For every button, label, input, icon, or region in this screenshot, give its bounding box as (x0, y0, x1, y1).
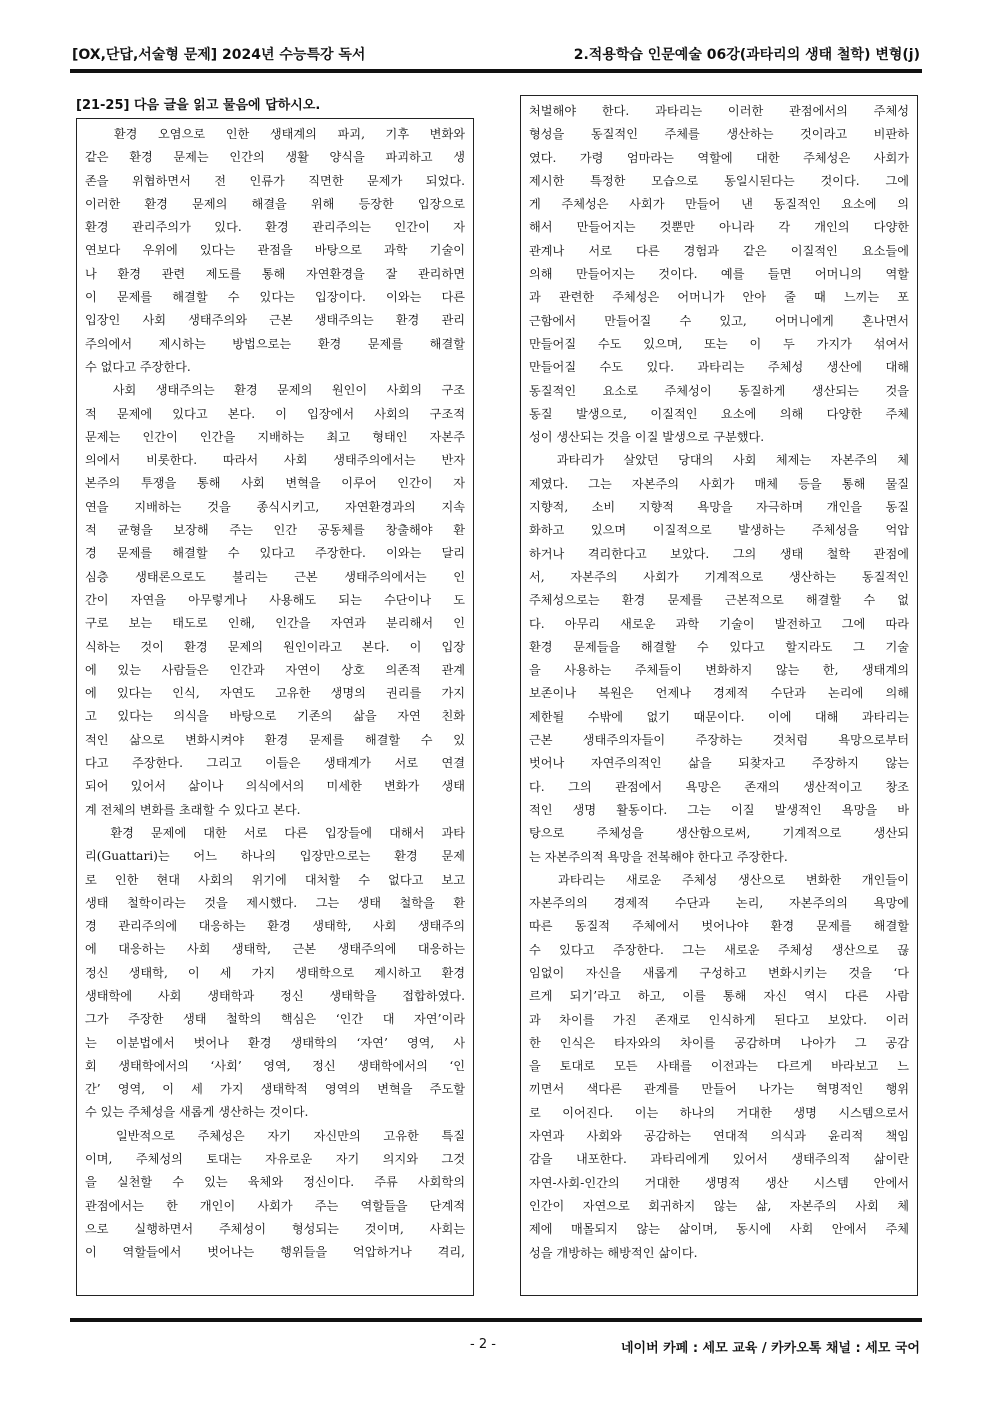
passage-line: 이며, 주체성의 토대는 자유로운 자기 의지와 그것 (85, 1152, 465, 1167)
passage-line: 그가 주장한 생태 철학의 핵심은 ‘인간 대 자연’이라 (85, 1012, 465, 1027)
passage-left-text (85, 123, 465, 1265)
passage-line: 제였다. 그는 자본주의 사회가 매체 등을 통해 물질 (529, 476, 909, 491)
passage-line: 자본주의의 경제적 수단과 논리, 자본주의의 욕망에 (529, 896, 909, 911)
passage-line: 다. 그의 관점에서 욕망은 존재의 생산적이고 창조 (529, 779, 909, 794)
passage-line: 이 문제를 해결할 수 있다는 입장이다. 이와는 다른 (85, 290, 465, 305)
passage-line: 에 있다는 인식, 자연도 고유한 생명의 권리를 가지 (85, 686, 465, 701)
passage-line: 경 문제를 해결할 수 있다고 주장한다. 이와는 달리 (85, 546, 465, 561)
passage-line: 간’ 영역, 이 세 가지 생태학적 영역의 변혁을 주도할 (85, 1082, 465, 1097)
passage-line: 제시한 특정한 모습으로 동일시된다는 것이다. 그에 (529, 173, 909, 188)
passage-line: 환경 문제에 대한 서로 다른 입장들에 대해서 과타 (85, 825, 465, 840)
passage-line: 르게 되기’라고 하고, 이를 통해 자신 역시 다른 사람 (529, 989, 909, 1004)
passage-line: 이러한 환경 문제의 해결을 위해 등장한 입장으로 (85, 196, 465, 211)
page-number: - 2 - (470, 1337, 496, 1352)
passage-line: 이 역할들에서 벗어나는 행위들을 억압하거나 격리, (85, 1245, 465, 1260)
passage-line: 리(Guattari)는 어느 하나의 입장만으로는 환경 문제 (85, 849, 465, 864)
passage-line: 생태학에 사회 생태학과 정신 생태학을 접합하였다. (85, 988, 465, 1003)
passage-line: 생태 철학이라는 것을 제시했다. 그는 생태 철학을 환 (85, 895, 465, 910)
passage-line: 적 균형을 보장해 주는 인간 공동체를 창출해야 환 (85, 523, 465, 538)
passage-line: 자연과 사회와 공감하는 연대적 의식과 윤리적 책임 (529, 1129, 909, 1144)
passage-line: 의에서 비롯한다. 따라서 사회 생태주의에서는 반자 (85, 453, 465, 468)
passage-line: 환경 문제들을 해결할 수 있다고 할지라도 그 기술 (529, 639, 909, 654)
passage-line: 만들어질 수도 있다. 과타리는 주체성 생산에 대해 (529, 360, 909, 375)
passage-line: 성을 개방하는 해방적인 삶이다. (529, 1245, 698, 1260)
passage-line: 고 있다는 의식을 바탕으로 기존의 삶을 자연 친화 (85, 709, 465, 724)
passage-line: 존을 위협하면서 전 인류가 직면한 문제가 되었다. (85, 173, 465, 188)
passage-line: 일반적으로 주체성은 자기 자신만의 고유한 특질 (85, 1128, 465, 1143)
passage-line: 성이 생산되는 것을 이질 발생으로 구분했다. (529, 430, 765, 445)
passage-line: 근본 생태주의자들이 주장하는 것처럼 욕망으로부터 (529, 733, 909, 748)
passage-line: 입장인 사회 생태주의와 근본 생태주의는 환경 관리 (85, 313, 465, 328)
question-instruction: [21-25] 다음 글을 읽고 물음에 답하시오. (76, 98, 321, 113)
passage-line: 로 인한 현대 사회의 위기에 대처할 수 없다고 보고 (85, 872, 465, 887)
passage-line: 적인 삶으로 변화시켜야 환경 문제를 해결할 수 있 (85, 732, 465, 747)
passage-line: 의해 만들어지는 것이다. 예를 들면 어머니의 역할 (529, 267, 909, 282)
passage-line: 로 이어진다. 이는 하나의 거대한 생명 시스템으로서 (529, 1105, 909, 1120)
passage-line: 주체성으로는 환경 문제를 근본적으로 해결할 수 없 (529, 593, 909, 608)
passage-line: 게 주체성은 사회가 만들어 낸 동질적인 요소에 의 (529, 197, 909, 212)
passage-line: 다고 주장한다. 그리고 이들은 생태계가 서로 연결 (85, 756, 465, 771)
passage-line: 제에 매몰되지 않는 삶이며, 동시에 사회 안에서 주체 (529, 1222, 909, 1237)
passage-line: 식하는 것이 환경 문제의 원인이라고 본다. 이 입장 (85, 639, 465, 654)
passage-line: 과타리가 살았던 당대의 사회 체제는 자본주의 체 (529, 453, 909, 468)
passage-line: 는 이분법에서 벗어나 환경 생태학의 ‘자연’ 영역, 사 (85, 1035, 465, 1050)
passage-line: 제한될 수밖에 없기 때문이다. 이에 대해 과타리는 (529, 709, 909, 724)
passage-line: 본주의 투쟁을 통해 사회 변혁을 이루어 인간이 자 (85, 476, 465, 491)
passage-line: 적 문제에 있다고 본다. 이 입장에서 사회의 구조적 (85, 406, 465, 421)
passage-line: 한 인식은 타자와의 차이를 공감하며 나아가 그 공감 (529, 1035, 909, 1050)
passage-line: 에 대응하는 사회 생태학, 근본 생태주의에 대응하는 (85, 942, 465, 957)
passage-line: 수 없다고 주장한다. (85, 359, 191, 374)
passage-line: 경 관리주의에 대응하는 환경 생태학, 사회 생태주의 (85, 919, 465, 934)
passage-line: 근함에서 만들어질 수 있고, 어머니에게 혼나면서 (529, 313, 909, 328)
passage-line: 동질적인 요소로 주체성이 동질하게 생산되는 것을 (529, 383, 909, 398)
passage-line: 하거나 격리한다고 보았다. 그의 생태 철학 관점에 (529, 546, 909, 561)
passage-line: 나 환경 관련 제도를 통해 자연환경을 잘 관리하면 (85, 266, 465, 281)
passage-line: 화하고 있으며 이질적으로 발생하는 주체성을 억압 (529, 523, 909, 538)
passage-line: 간이 자연을 아무렇게나 사용해도 되는 수단이나 도 (85, 592, 465, 607)
top-rule (70, 69, 922, 73)
passage-line: 감을 내포한다. 과타리에게 있어서 생태주의적 삶이란 (529, 1152, 909, 1167)
passage-line: 따른 동질적 주체에서 벗어나야 환경 문제를 해결할 (529, 919, 909, 934)
passage-line: 수 있는 주체성을 새롭게 생산하는 것이다. (85, 1105, 309, 1120)
passage-line: 는 자본주의적 욕망을 전복해야 한다고 주장한다. (529, 849, 788, 864)
passage-line: 환경 관리주의가 있다. 환경 관리주의는 인간이 자 (85, 220, 465, 235)
passage-line: 탕으로 주체성을 생산함으로써, 기계적으로 생산되 (529, 826, 909, 841)
footer-channel-info: 네이버 카페 : 세모 교육 / 카카오톡 채널 : 세모 국어 (620, 1341, 920, 1356)
passage-line: 을 토대로 모든 사태를 이전과는 다르게 바라보고 느 (529, 1059, 909, 1074)
passage-line: 같은 환경 문제는 인간의 생활 양식을 파괴하고 생 (85, 150, 465, 165)
passage-line: 을 실천할 수 있는 육체와 정신이다. 주류 사회학의 (85, 1175, 465, 1190)
passage-line: 으로 실행하면서 주체성이 형성되는 것이며, 사회는 (85, 1221, 465, 1236)
passage-line: 적인 생명 활동이다. 그는 이질 발생적인 욕망을 바 (529, 802, 909, 817)
passage-line: 인간이 자연으로 회귀하지 않는 삶, 자본주의 사회 체 (529, 1198, 909, 1213)
passage-line: 관점에서는 한 개인이 사회가 주는 역할들을 단계적 (85, 1198, 465, 1213)
passage-line: 심층 생태론으로도 불리는 근본 생태주의에서는 인 (85, 569, 465, 584)
passage-line: 사회 생태주의는 환경 문제의 원인이 사회의 구조 (85, 383, 465, 398)
passage-line: 문제는 인간이 인간을 지배하는 최고 형태인 자본주 (85, 429, 465, 444)
passage-line: 서, 자본주의 사회가 기계적으로 생산하는 동질적인 (529, 569, 909, 584)
passage-line: 수 있다고 주장한다. 그는 새로운 주체성 생산으로 끊 (529, 942, 909, 957)
passage-line: 자연-사회-인간의 거대한 생명적 생산 시스템 안에서 (529, 1175, 909, 1190)
passage-line: 였다. 가령 엄마라는 역할에 대한 주체성은 사회가 (529, 150, 909, 165)
passage-line: 연보다 우위에 있다는 관점을 바탕으로 과학 기술이 (85, 243, 465, 258)
passage-line: 주의에서 제시하는 방법으로는 환경 문제를 해결할 (85, 336, 465, 351)
passage-line: 에 있는 사람들은 인간과 자연이 상호 의존적 관계 (85, 662, 465, 677)
header-title-left: [OX,단답,서술형 문제] 2024년 수능특강 독서 (72, 47, 366, 63)
passage-line: 되어 있어서 삶이나 의식에서의 미세한 변화가 생태 (85, 779, 465, 794)
passage-line: 회 생태학에서의 ‘사회’ 영역, 정신 생태학에서의 ‘인 (85, 1058, 465, 1073)
passage-line: 을 사용하는 주체들이 변화하지 않는 한, 생태계의 (529, 663, 909, 678)
passage-line: 동질 발생으로, 이질적인 요소에 의해 다양한 주체 (529, 406, 909, 421)
passage-line: 다. 아무리 새로운 과학 기술이 발전하고 그에 따라 (529, 616, 909, 631)
passage-line: 과 차이를 가진 존재로 인식하게 된다고 보았다. 이러 (529, 1012, 909, 1027)
passage-line: 환경 오염으로 인한 생태계의 파괴, 기후 변화와 (85, 127, 465, 141)
passage-line: 지향적, 소비 지향적 욕망을 자극하며 개인을 동질 (529, 500, 909, 515)
passage-line: 처벌해야 한다. 과타리는 이러한 관점에서의 주체성 (529, 104, 909, 118)
header-title-right: 2.적용학습 인문예술 06강(과타리의 생태 철학) 변형(j) (573, 47, 920, 63)
passage-line: 연을 지배하는 것을 종식시키고, 자연환경과의 지속 (85, 499, 465, 514)
passage-line: 구로 보는 태도로 인해, 인간을 자연과 분리해서 인 (85, 616, 465, 631)
passage-line: 벗어나 자연주의적인 삶을 되찾자고 주장하지 않는 (529, 756, 909, 771)
passage-line: 계 전체의 변화를 초래할 수 있다고 본다. (85, 802, 301, 817)
passage-line: 끼면서 색다른 관계를 만들어 나가는 혁명적인 행위 (529, 1082, 909, 1097)
passage-line: 보존이나 복원은 언제나 경제적 수단과 논리에 의해 (529, 686, 909, 701)
passage-left-column (76, 118, 474, 1296)
passage-line: 관계나 서로 다른 경험과 같은 이질적인 요소들에 (529, 243, 909, 258)
passage-line: 과타리는 새로운 주체성 생산으로 변화한 개인들이 (529, 872, 909, 887)
passage-line: 형성을 동질적인 주체를 생산하는 것이라고 비판하 (529, 127, 909, 142)
passage-right-column (520, 95, 918, 1296)
passage-line: 해서 만들어지는 것뿐만 아니라 각 개인의 다양한 (529, 220, 909, 235)
passage-right-text (529, 100, 909, 1265)
passage-line: 임없이 자신을 새롭게 구성하고 변화시키는 것을 ‘다 (529, 965, 909, 980)
passage-line: 만들어질 수도 있으며, 또는 이 두 가지가 섞여서 (529, 336, 909, 351)
bottom-rule (70, 1318, 922, 1322)
passage-line: 과 관련한 주체성은 어머니가 안아 줄 때 느끼는 포 (529, 290, 909, 305)
passage-line: 정신 생태학, 이 세 가지 생태학으로 제시하고 환경 (85, 965, 465, 980)
